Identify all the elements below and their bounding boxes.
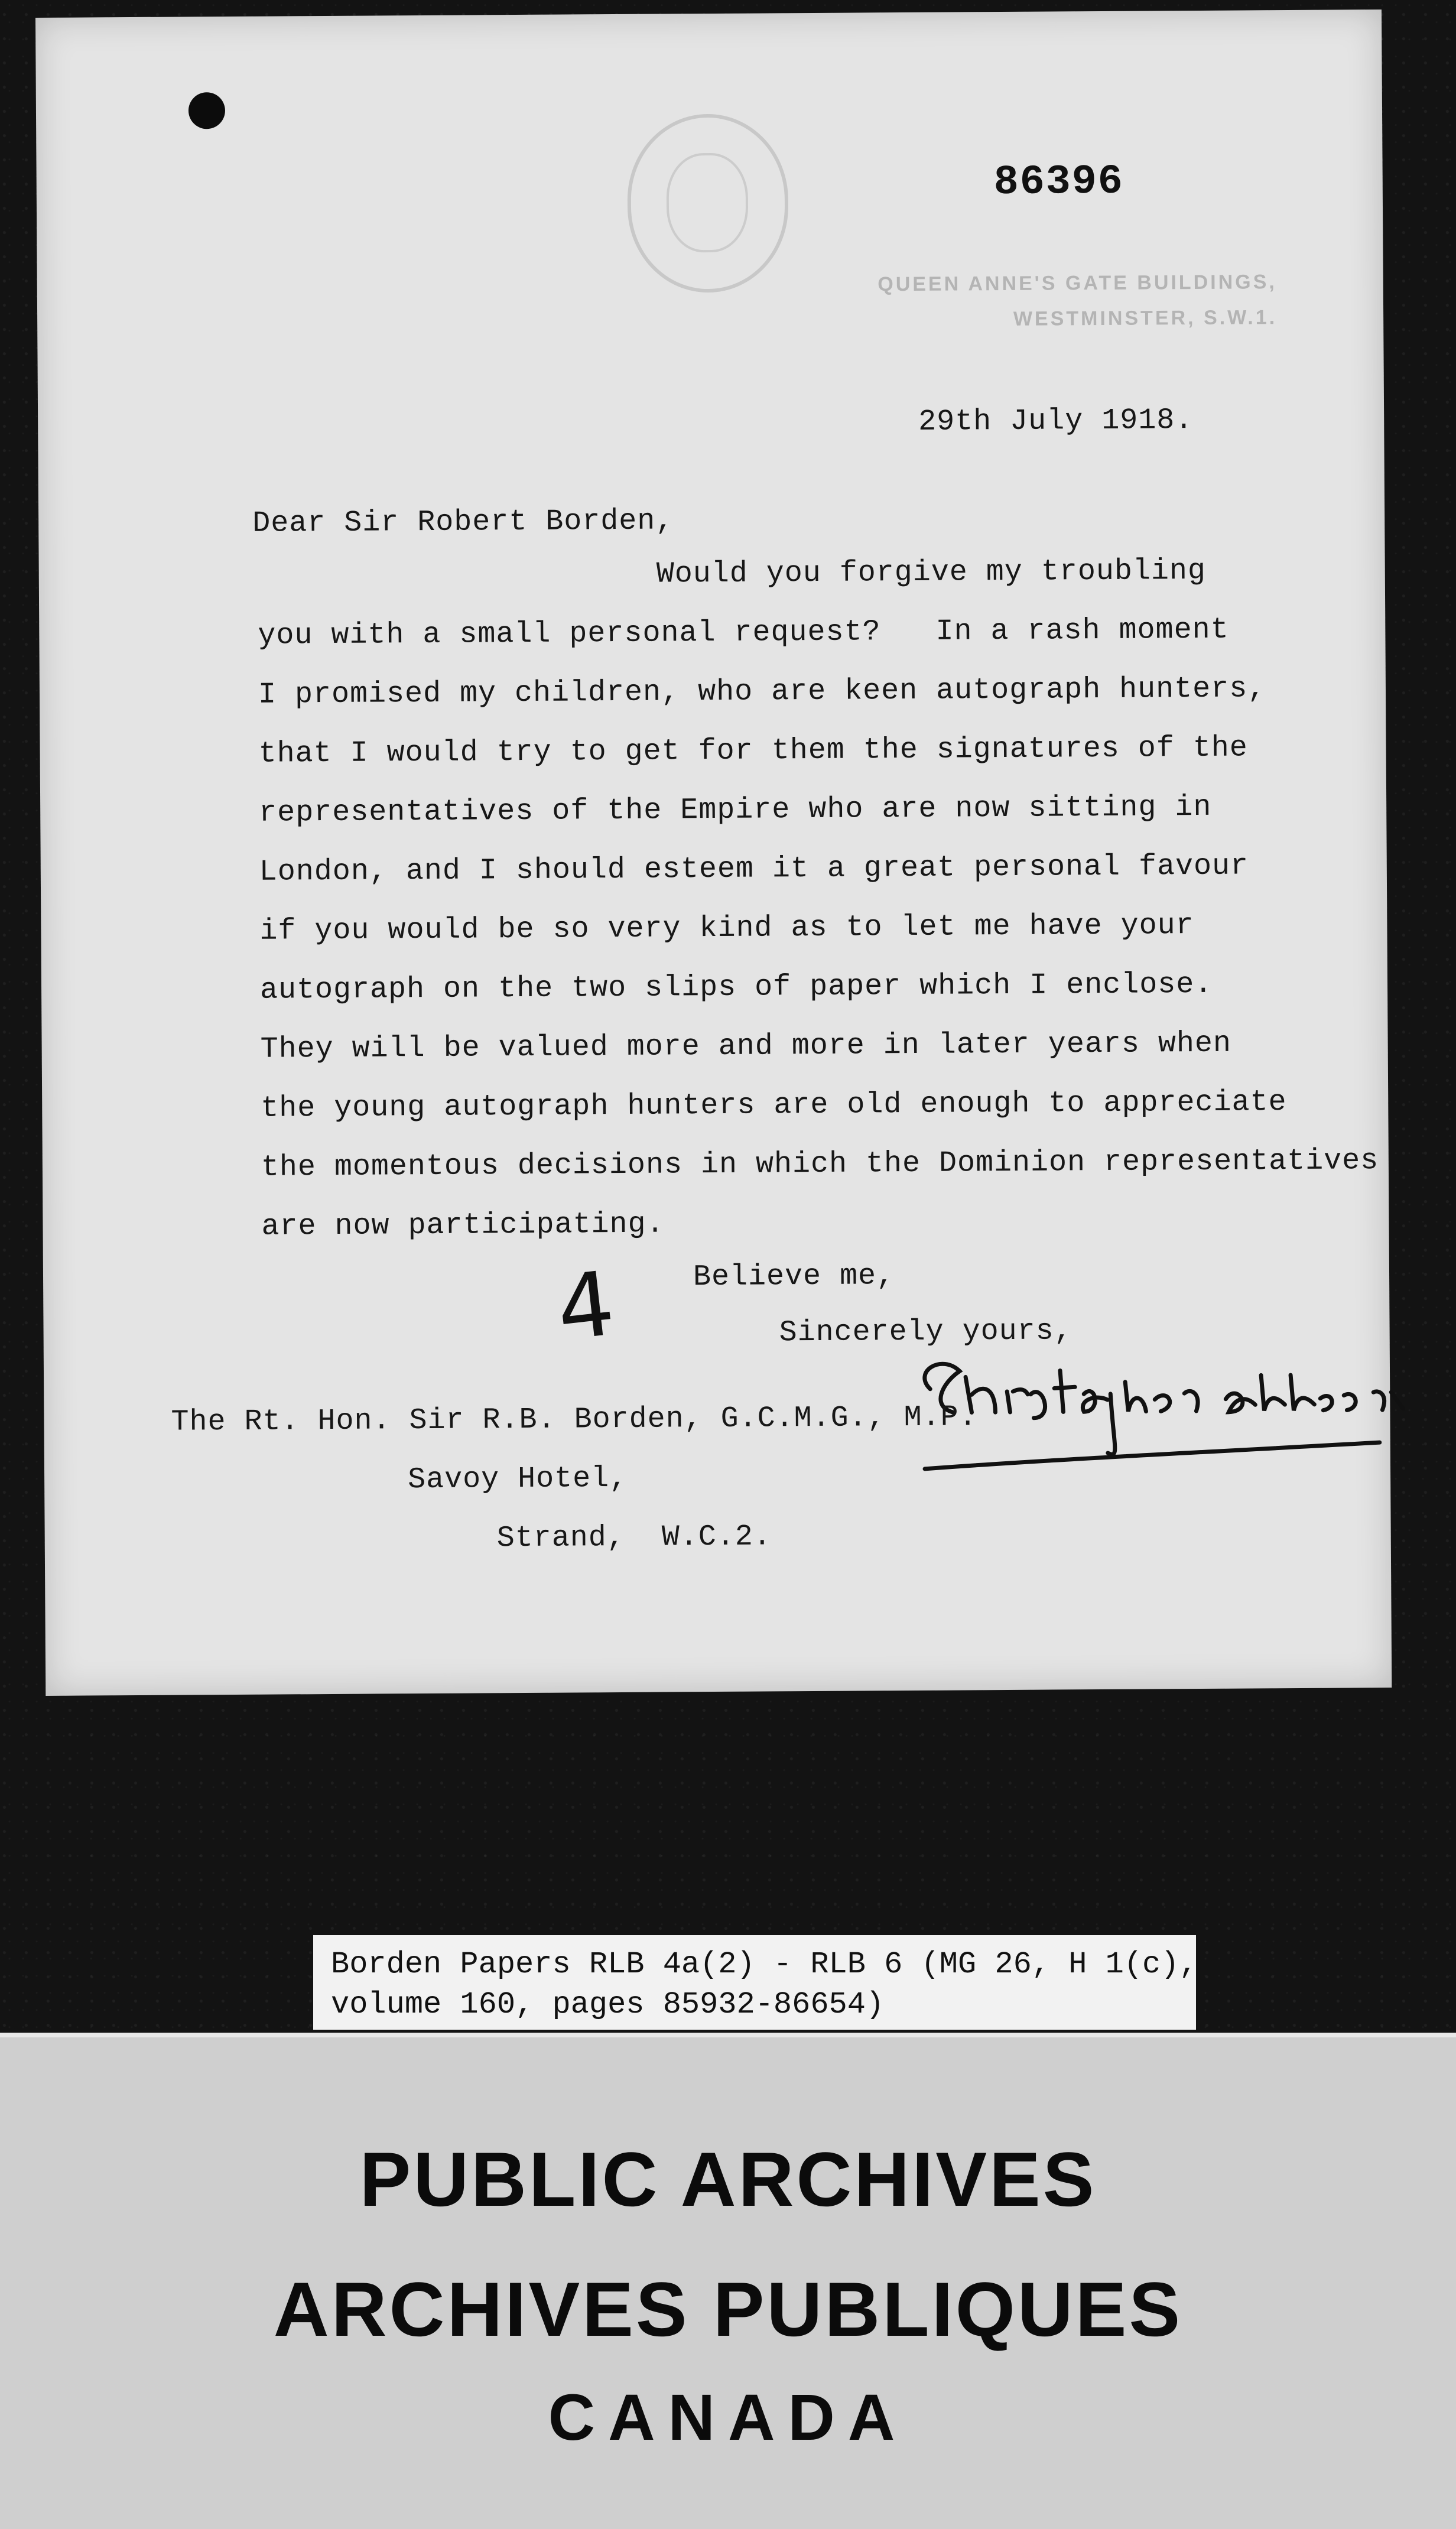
letterhead-address xyxy=(878,264,1277,337)
body-line: They will be valued more and more in later years when xyxy=(260,1026,1232,1067)
body-line: the momentous decisions in which the Dominion representatives xyxy=(261,1144,1379,1185)
closing-believe-me: Believe me, xyxy=(693,1259,895,1295)
letter-date: 29th July 1918. xyxy=(918,404,1194,439)
banner-line-archives-publiques: ARCHIVES PUBLIQUES xyxy=(273,2266,1183,2352)
closing-sincerely: Sincerely yours, xyxy=(779,1314,1072,1350)
body-line: that I would try to get for them the signatures of the xyxy=(258,731,1249,771)
body-line: London, and I should esteem it a great personal favour xyxy=(259,849,1249,889)
body-line: the young autograph hunters are old enough to appreciate xyxy=(261,1085,1287,1126)
body-line: autograph on the two slips of paper which I enclose. xyxy=(259,967,1213,1007)
addressee-line-2: Savoy Hotel, xyxy=(407,1461,628,1497)
body-line: if you would be so very kind as to let me have your xyxy=(259,909,1194,948)
addressee-line-1: The Rt. Hon. Sir R.B. Borden, G.C.M.G., M.P. xyxy=(171,1400,977,1439)
letter-page xyxy=(35,9,1392,1696)
margin-mark: 4 xyxy=(552,1252,620,1361)
body-line: Would you forgive my troubling xyxy=(656,554,1207,591)
archive-reference-label xyxy=(313,1935,1196,2030)
body-line: are now participating. xyxy=(261,1207,665,1244)
archive-label-line-2: volume 160, pages 85932-86654) xyxy=(331,1987,885,2022)
letterhead-line-1: QUEEN ANNE'S GATE BUILDINGS, xyxy=(878,271,1277,296)
body-line: I promised my children, who are keen autograph hunters, xyxy=(258,672,1266,712)
banner-line-public-archives: PUBLIC ARCHIVES xyxy=(359,2136,1097,2222)
letterhead-line-2: WESTMINSTER, S.W.1. xyxy=(1013,306,1278,330)
archive-label-line-1: Borden Papers RLB 4a(2) - RLB 6 (MG 26, H 1(c), xyxy=(331,1947,1198,1982)
banner-line-canada: CANADA xyxy=(548,2381,908,2454)
punch-hole xyxy=(188,92,225,129)
reference-number: 86396 xyxy=(993,158,1124,207)
body-line: you with a small personal request? In a rash moment xyxy=(258,613,1229,653)
addressee-line-3: Strand, W.C.2. xyxy=(496,1520,772,1556)
archives-banner xyxy=(0,2033,1456,2529)
salutation: Dear Sir Robert Borden, xyxy=(252,504,674,541)
handwritten-signature xyxy=(906,1333,1439,1490)
embossed-crest-icon xyxy=(627,113,789,293)
body-line: representatives of the Empire who are now sitting in xyxy=(259,790,1212,830)
